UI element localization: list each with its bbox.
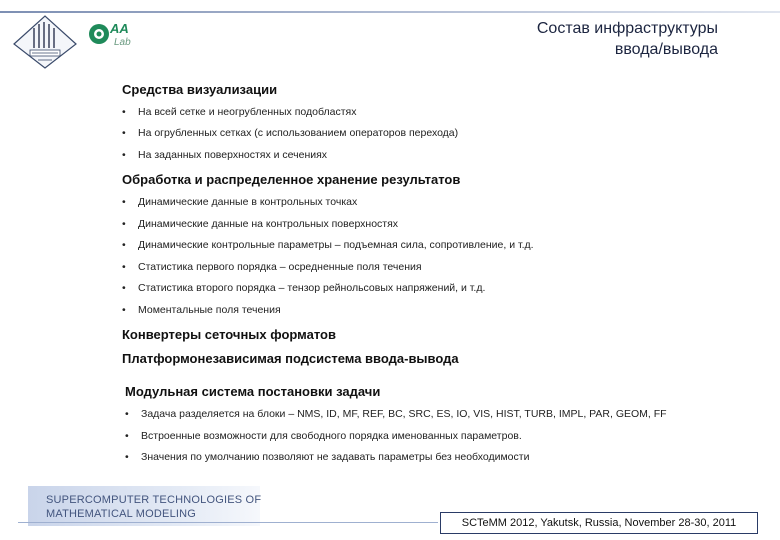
list-item: • Задача разделяется на блоки – NMS, ID, MF, REF, BC, SRC, ES, IO, VIS, HIST, TURB, IMPL, PAR, GEOM, FF	[125, 408, 667, 420]
list-item: • На всей сетке и неогрубленных подобластях	[122, 106, 357, 118]
footer-banner	[28, 486, 260, 526]
slide-title-line1: Состав инфраструктуры	[536, 20, 718, 37]
list-item: • Встроенные возможности для свободного порядка именованных параметров.	[125, 430, 522, 442]
list-item: • Динамические данные на контрольных поверхностях	[122, 218, 399, 230]
institute-logo-icon	[12, 14, 78, 70]
header-divider	[0, 11, 780, 13]
list-item: • Динамические контрольные параметры – подъемная сила, сопротивление, и т.д.	[122, 239, 534, 251]
section-heading-io-subsystem: Платформонезависимая подсистема ввода-вывода	[122, 351, 459, 366]
list-item: • Статистика второго порядка – тензор рейнольсовых напряжений, и т.д.	[122, 282, 486, 294]
footer-banner-line2: MATHEMATICAL MODELING	[46, 508, 197, 520]
list-item: • Динамические данные в контрольных точках	[122, 196, 358, 208]
section-heading-converters: Конвертеры сеточных форматов	[122, 327, 336, 342]
list-item: • Статистика первого порядка – осредненные поля течения	[122, 261, 422, 273]
logo2-subtext: Lab	[114, 37, 131, 48]
list-item: • На заданных поверхностях и сечениях	[122, 149, 328, 161]
section-heading-modular-system: Модульная система постановки задачи	[125, 384, 381, 399]
logo2-text: AA	[110, 21, 129, 36]
aa-lab-logo-icon	[88, 18, 138, 50]
conference-label: SCTeMM 2012, Yakutsk, Russia, November 28-30, 2011	[440, 512, 758, 534]
section-heading-visualization: Средства визуализации	[122, 82, 278, 97]
footer-divider	[18, 522, 438, 523]
slide-title	[418, 18, 718, 60]
footer-banner-line1: SUPERCOMPUTER TECHNOLOGIES OF	[46, 494, 262, 506]
list-item: • На огрубленных сетках (с использованием операторов перехода)	[122, 127, 459, 139]
list-item: • Значения по умолчанию позволяют не задавать параметры без необходимости	[125, 451, 530, 463]
list-item: • Моментальные поля течения	[122, 304, 281, 316]
section-heading-processing: Обработка и распределенное хранение результатов	[122, 172, 461, 187]
slide-title-line2: ввода/вывода	[614, 41, 718, 58]
